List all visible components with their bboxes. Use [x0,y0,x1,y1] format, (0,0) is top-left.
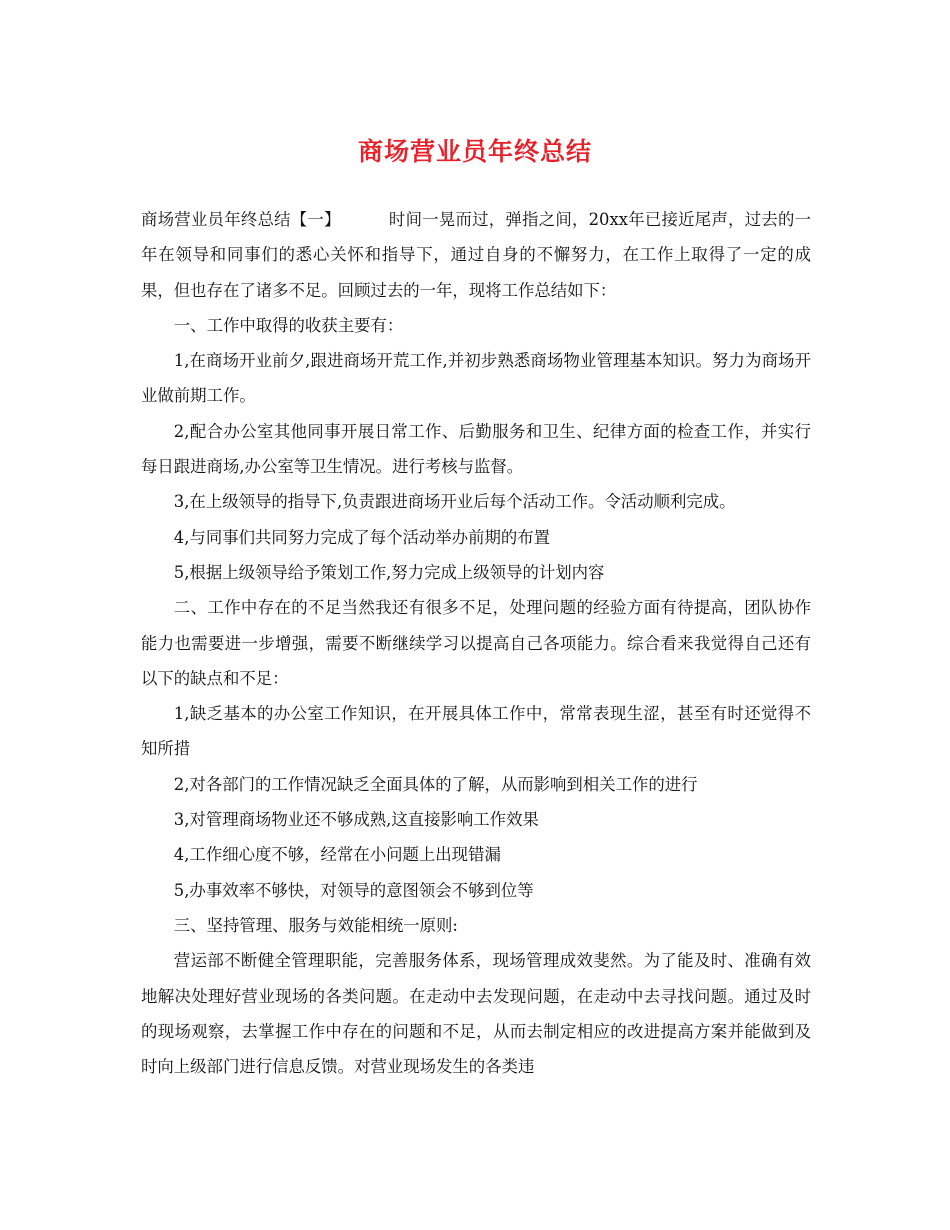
list-item-gain-4: 4,与同事们共同努力完成了每个活动举办前期的布置 [173,527,551,547]
document-body [141,202,811,1084]
list-item-gain-3: 3,在上级领导的指导下,负责跟进商场开业后每个活动工作。令活动顺利完成。 [173,492,736,512]
paragraph-intro [141,202,811,308]
list-item-gain-1: 1,在商场开业前夕,跟进商场开荒工作,并初步熟悉商场物业管理基本知识。努力为商场开业做前期工作。 [141,351,811,406]
list-item-gain-2: 2,配合办公室其他同事开展日常工作、后勤服务和卫生、纪律方面的检查工作，并实行每日跟进商场,办公室等卫生情况。进行考核与监督。 [141,421,811,477]
paragraph-operations: 营运部不断健全管理职能，完善服务体系，现场管理成效斐然。为了能及时、准确有效地解决处理好营业现场的各类问题。在走动中去发现问题，在走动中去寻找问题。通过及时的现场观察，去掌握工作中存在的问题和不足，从而去制定相应的改进提高方案并能做到及时向上级部门进行信息反馈。对营业现场发生的各类违 [141,951,811,1077]
list-item-shortcoming-5: 5,办事效率不够快，对领导的意图领会不够到位等 [173,880,534,900]
heading-gains: 一、工作中取得的收获主要有： [173,315,404,335]
list-item-shortcoming-1: 1,缺乏基本的办公室工作知识，在开展具体工作中，常常表现生涩，甚至有时还觉得不知所措 [141,704,811,759]
heading-principles: 三、坚持管理、服务与效能相统一原则: [173,915,458,935]
list-item-shortcoming-2: 2,对各部门的工作情况缺乏全面具体的了解，从而影响到相关工作的进行 [173,774,698,794]
list-item-gain-5: 5,根据上级领导给予策划工作,努力完成上级领导的计划内容 [173,562,605,582]
heading-shortcomings: 二、工作中存在的不足当然我还有很多不足，处理问题的经验方面有待提高，团队协作能力也需要进一步增强，需要不断继续学习以提高自己各项能力。综合看来我觉得自己还有以下的缺点和不足： [141,598,811,688]
list-item-shortcoming-4: 4,工作细心度不够，经常在小问题上出现错漏 [173,845,501,865]
paragraph-text: 时间一晃而过，弹指之间，20xx年已接近尾声，过去的一年在领导和同事们的悉心关怀和指导下，通过自身的不懈努力，在工作上取得了一定的成果，但也存在了诸多不足。回顾过去的一年，现将工作总结如下： [141,210,812,300]
section-label: 商场营业员年终总结【一】 [141,210,341,229]
list-item-shortcoming-3: 3,对管理商场物业还不够成熟,这直接影响工作效果 [173,810,539,830]
document-title: 商场营业员年终总结 [357,137,592,166]
